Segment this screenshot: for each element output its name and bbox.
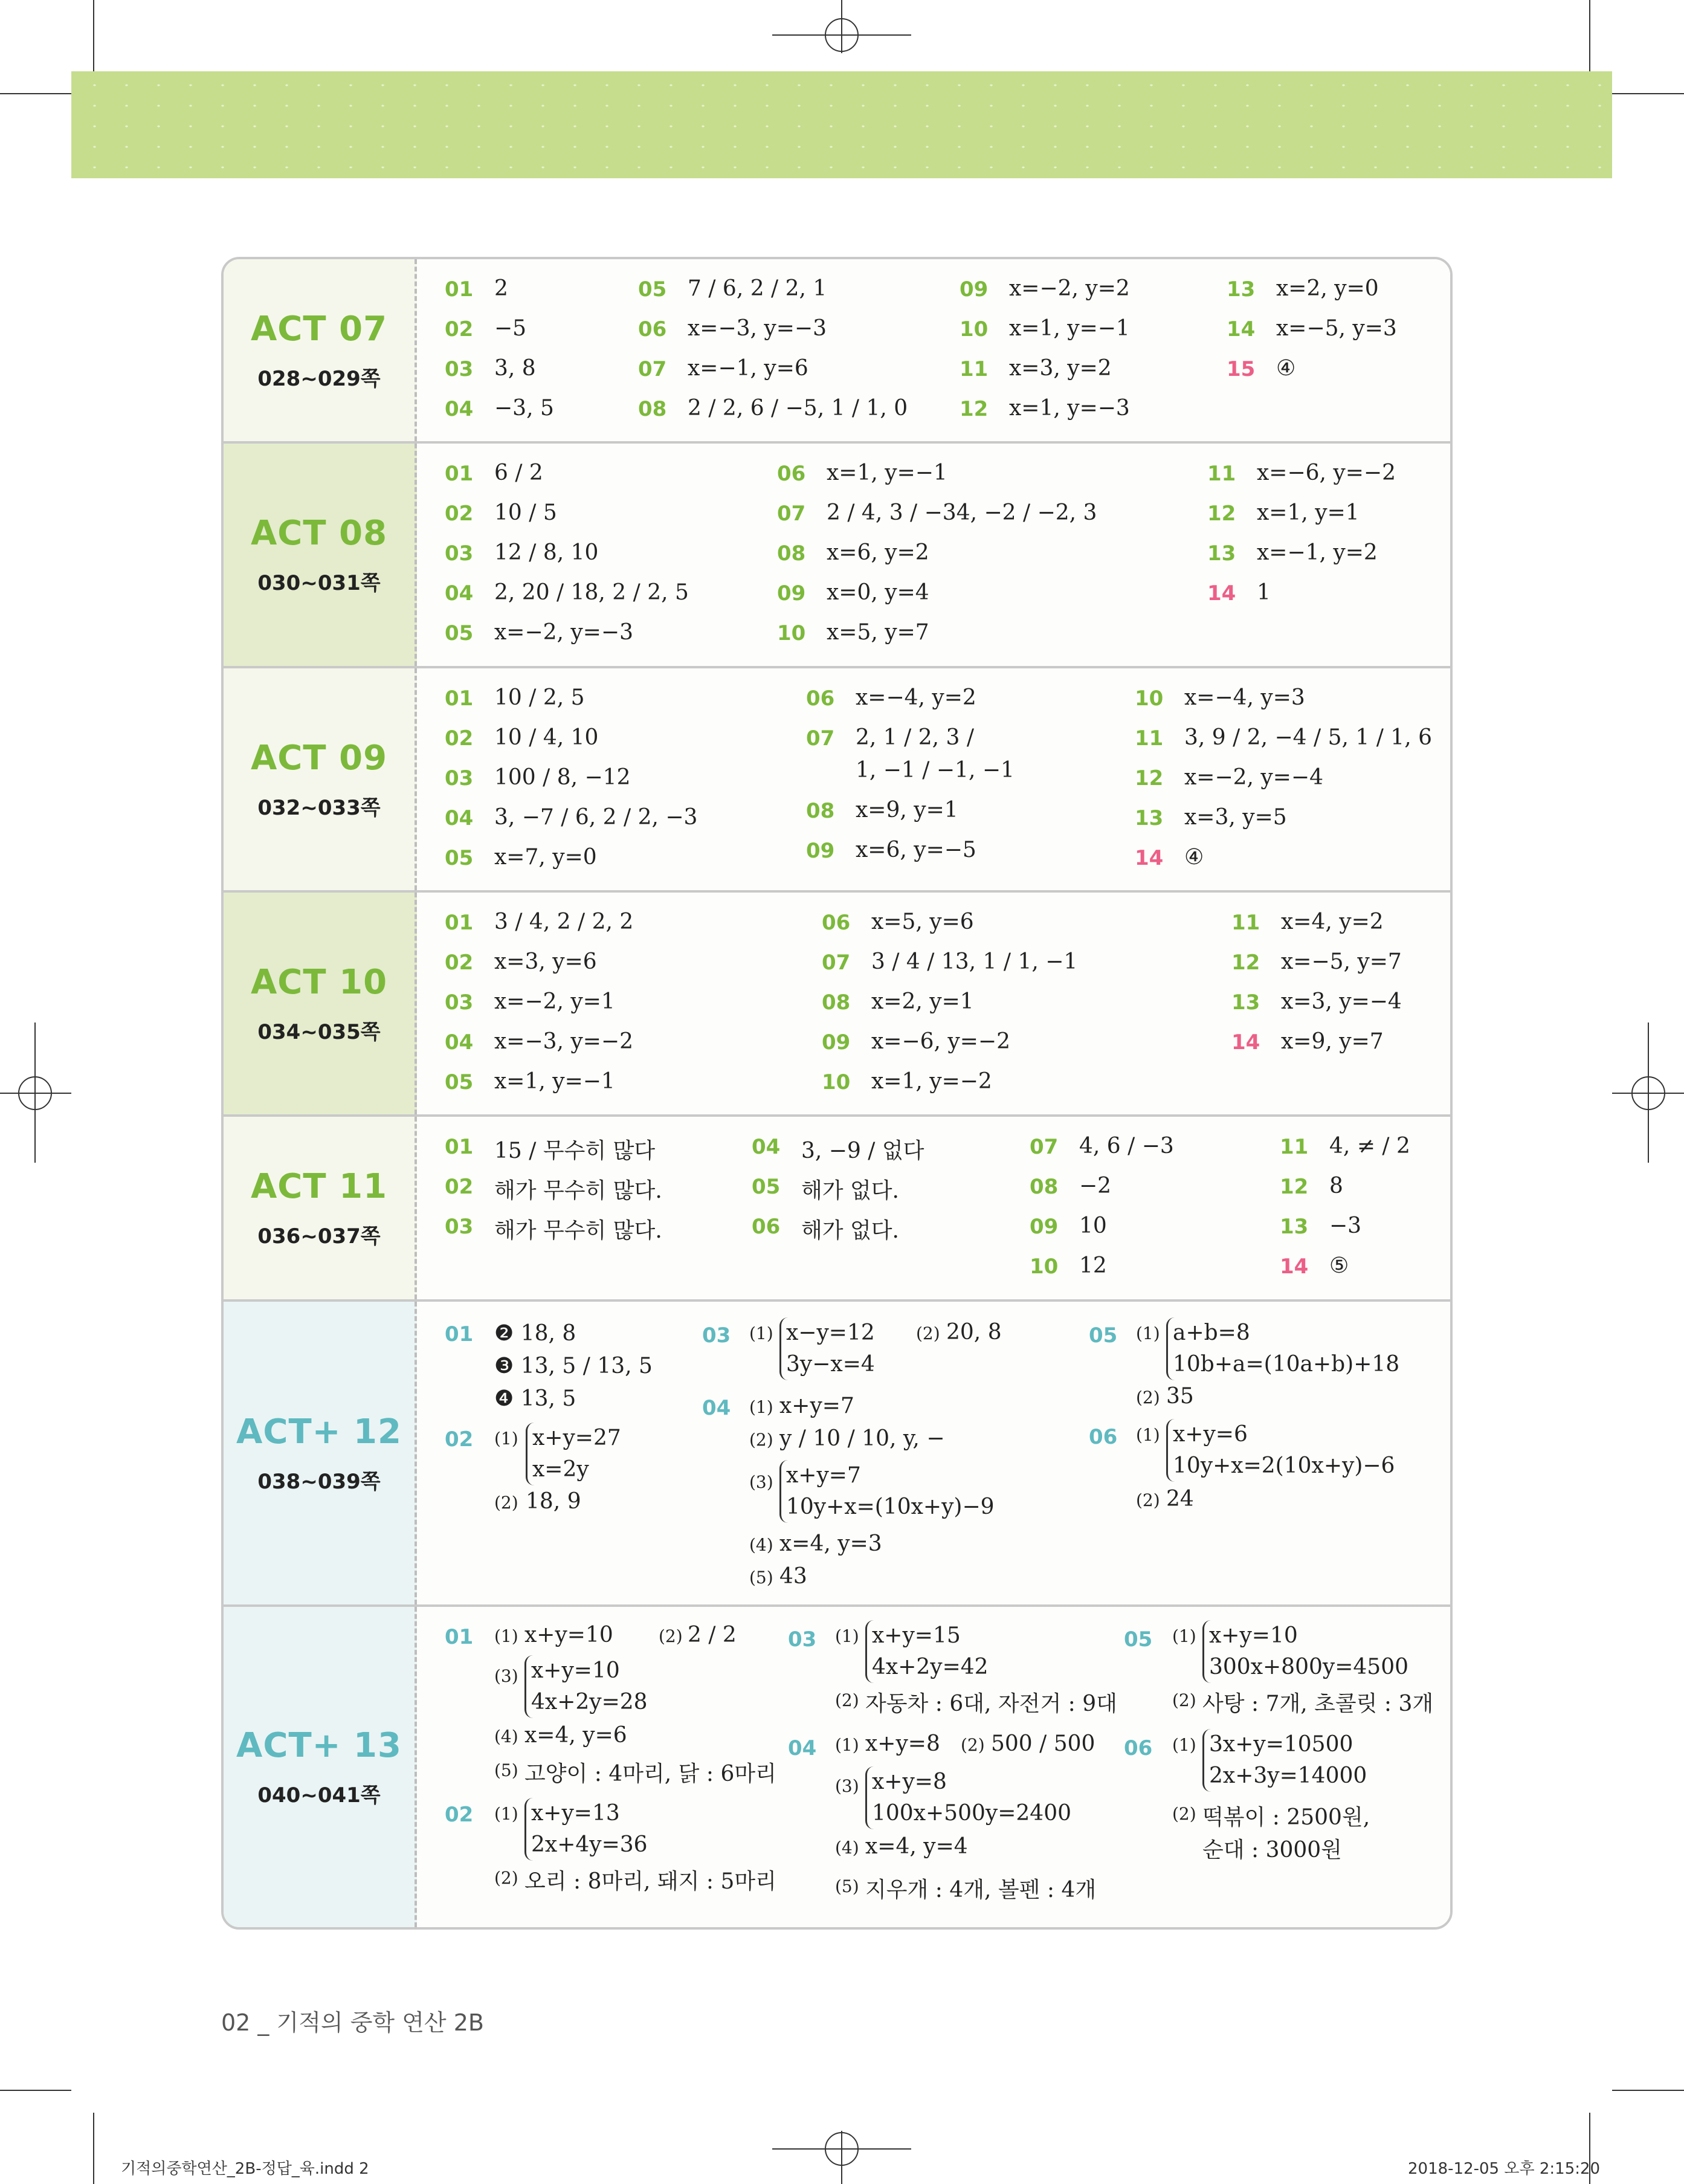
item-number: 07 [1030, 1135, 1059, 1159]
answer: ❸ 13, 5 / 13, 5 [494, 1354, 653, 1378]
answers [417, 444, 1450, 666]
item-number: 03 [788, 1627, 817, 1652]
answer: 2 / 2, 6 / −5, 1 / 1, 0 [688, 396, 908, 421]
crop-mark [1612, 2090, 1684, 2091]
act-title: ACT+ 12 [236, 1412, 402, 1452]
crop-mark [93, 2113, 94, 2184]
answer: x=−1, y=2 [1257, 540, 1378, 565]
answer: x=7, y=0 [494, 845, 597, 870]
answer: 지우개 : 4개, 볼펜 : 4개 [865, 1878, 1097, 1902]
item-number: 08 [806, 799, 835, 823]
act-title: ACT+ 13 [236, 1726, 402, 1765]
answer: x=1, y=−1 [827, 460, 947, 485]
equation-system [1166, 1419, 1395, 1482]
answer: 500 / 500 [991, 1731, 1095, 1756]
act-title: ACT 08 [250, 514, 388, 553]
equation-system [865, 1766, 1071, 1829]
item-number: 07 [806, 726, 835, 751]
section-label [224, 893, 417, 1114]
answer: 해가 무수히 많다. [494, 1218, 662, 1243]
answer: 고양이 : 4마리, 닭 : 6마리 [524, 1762, 776, 1786]
answer: x=9, y=7 [1281, 1029, 1384, 1054]
item-number: 08 [638, 397, 667, 421]
answer: 24 [1166, 1487, 1194, 1511]
item-number: 02 [445, 1803, 474, 1827]
answer: 100 / 8, −12 [494, 765, 631, 790]
page-range: 030~031쪽 [257, 571, 381, 595]
equation: x+y=10 [1209, 1623, 1298, 1648]
answer: 4, 6 / −3 [1079, 1134, 1174, 1158]
equation: 100x+500y=2400 [872, 1801, 1072, 1826]
sub-label: (2) [1172, 1690, 1196, 1710]
sub-label: (2) [961, 1735, 985, 1755]
item-number: 10 [777, 621, 806, 645]
equation: 2x+3y=14000 [1209, 1763, 1367, 1788]
answer: 43 [779, 1564, 807, 1589]
item-number: 05 [638, 277, 667, 302]
item-number: 09 [1030, 1215, 1059, 1239]
answer: 10 / 2, 5 [494, 685, 585, 710]
section-label [224, 668, 417, 890]
equation-system [1202, 1729, 1367, 1792]
answer: x=−2, y=−4 [1184, 765, 1323, 790]
equation-system [526, 1423, 621, 1485]
sub-label: (3) [494, 1666, 518, 1686]
equation-system [524, 1798, 648, 1861]
crop-mark [1612, 93, 1684, 94]
page-footer: 02 _ 기적의 중학 연산 2B [221, 2009, 484, 2036]
item-number: 13 [1231, 990, 1260, 1015]
item-number: 02 [445, 317, 474, 341]
answer: 2 [494, 276, 508, 301]
sub-label: (1) [494, 1804, 518, 1824]
item-number: 06 [1124, 1736, 1153, 1760]
item-number: 14 [1207, 581, 1236, 606]
page-range: 038~039쪽 [257, 1469, 381, 1494]
section-act11 [224, 1117, 1450, 1302]
item-number: 14 [1231, 1030, 1260, 1055]
answer: x=1, y=−3 [1009, 396, 1130, 421]
answer: 해가 없다. [801, 1178, 899, 1203]
equation-system [865, 1620, 989, 1683]
item-number: 12 [1207, 502, 1236, 526]
sub-label: (1) [835, 1735, 859, 1755]
equation: 10y+x=2(10x+y)−6 [1173, 1453, 1395, 1478]
sub-label: (2) [494, 1868, 518, 1888]
section-label [224, 1607, 417, 1927]
equation: x+y=8 [872, 1769, 947, 1794]
item-number: 05 [445, 1070, 474, 1094]
item-number: 08 [777, 541, 806, 566]
answer: 자동차 : 6대, 자전거 : 9대 [865, 1691, 1117, 1716]
item-number: 04 [752, 1135, 781, 1159]
answers [417, 668, 1450, 890]
sub-label: (4) [749, 1535, 773, 1555]
item-number: 01 [445, 1625, 474, 1649]
item-number: 14 [1135, 846, 1164, 870]
page-range: 036~037쪽 [257, 1224, 381, 1249]
answers [417, 1302, 1450, 1604]
answer: 10 / 5 [494, 500, 557, 525]
item-number: 03 [445, 541, 474, 566]
crop-mark [0, 93, 71, 94]
answer: 해가 없다. [801, 1218, 899, 1243]
answer: x=−1, y=6 [688, 356, 808, 381]
answer: x=−6, y=−2 [871, 1029, 1010, 1054]
answer: −3, 5 [494, 396, 554, 421]
item-number: 12 [1280, 1175, 1309, 1199]
answers [417, 1117, 1450, 1299]
answers [417, 1607, 1450, 1927]
item-number: 03 [445, 766, 474, 790]
crop-mark [1589, 0, 1590, 71]
answer: x=6, y=2 [827, 540, 929, 565]
item-number: 02 [445, 502, 474, 526]
item-number: 11 [1135, 726, 1164, 751]
equation: 10b+a=(10a+b)+18 [1173, 1352, 1400, 1377]
print-date: 2018-12-05 오후 2:15:20 [1408, 2160, 1601, 2178]
act-title: ACT 09 [250, 738, 388, 778]
answer: 3, 9 / 2, −4 / 5, 1 / 1, 6 [1184, 725, 1432, 750]
item-number: 02 [445, 951, 474, 975]
sub-label: (4) [494, 1727, 518, 1746]
item-number: 02 [445, 1427, 474, 1452]
answer: x=4, y=4 [865, 1834, 968, 1859]
equation: 4x+2y=28 [531, 1690, 648, 1714]
item-number: 04 [702, 1396, 731, 1420]
equation: 3y−x=4 [786, 1352, 875, 1377]
equation: 300x+800y=4500 [1209, 1655, 1409, 1679]
sub-label: (1) [1172, 1626, 1196, 1646]
sub-label: (2) [494, 1493, 518, 1513]
item-number: 05 [1089, 1323, 1118, 1348]
answer: 3 / 4, 2 / 2, 2 [494, 909, 634, 934]
section-act08 [224, 444, 1450, 668]
sub-label: (2) [835, 1690, 859, 1710]
item-number: 02 [445, 1175, 474, 1199]
sub-label: (2) [1136, 1388, 1160, 1407]
item-number: 03 [445, 990, 474, 1015]
answer: x=3, y=−4 [1281, 989, 1402, 1014]
item-number: 03 [445, 1215, 474, 1239]
equation: x+y=6 [1173, 1422, 1248, 1447]
answer: x+y=10 [524, 1623, 613, 1647]
answer: x=2, y=0 [1276, 276, 1379, 301]
item-number: 12 [1135, 766, 1164, 790]
answer: x=−2, y=1 [494, 989, 615, 1014]
item-number: 09 [960, 277, 989, 302]
answers [417, 259, 1450, 441]
item-number: 13 [1227, 277, 1256, 302]
registration-mark [825, 18, 859, 52]
registration-mark [825, 2132, 859, 2166]
equation-system [524, 1655, 648, 1718]
answer: 12 / 8, 10 [494, 540, 599, 565]
equation: 2x+4y=36 [531, 1832, 648, 1857]
item-number: 12 [960, 397, 989, 421]
item-number: 03 [702, 1323, 731, 1348]
item-number: 01 [445, 687, 474, 711]
item-number: 08 [822, 990, 851, 1015]
equation: x=2y [532, 1457, 589, 1482]
section-label [224, 1302, 417, 1604]
equation: 3x+y=10500 [1209, 1732, 1353, 1757]
equation: a+b=8 [1173, 1320, 1250, 1345]
answer: 10 [1079, 1213, 1107, 1238]
section-act09 [224, 668, 1450, 893]
answer: 10 / 4, 10 [494, 725, 599, 750]
item-number: 06 [638, 317, 667, 341]
sub-label: (1) [494, 1626, 518, 1646]
item-number: 01 [445, 277, 474, 302]
answer: y / 10 / 10, y, − [779, 1426, 945, 1451]
answer: x=4, y=6 [524, 1723, 627, 1748]
section-act12 [224, 1302, 1450, 1607]
item-number: 01 [445, 462, 474, 486]
sub-label: (2) [916, 1323, 940, 1343]
answer: x=2, y=1 [871, 989, 974, 1014]
item-number: 10 [960, 317, 989, 341]
page-range: 034~035쪽 [257, 1019, 381, 1044]
item-number: 04 [788, 1736, 817, 1760]
answer: ④ [1276, 356, 1296, 381]
answer: x=3, y=6 [494, 949, 597, 974]
registration-mark [18, 1076, 52, 1110]
item-number: 10 [822, 1070, 851, 1094]
sub-label: (5) [494, 1760, 518, 1780]
equation: x+y=15 [872, 1623, 961, 1648]
item-number: 03 [445, 357, 474, 381]
item-number: 01 [445, 1322, 474, 1346]
answer: 오리 : 8마리, 돼지 : 5마리 [524, 1869, 776, 1894]
crop-mark [0, 2090, 71, 2091]
sub-label: (1) [1136, 1425, 1160, 1445]
item-number: 09 [822, 1030, 851, 1055]
answer: x=−6, y=−2 [1257, 460, 1396, 485]
answer: x=3, y=2 [1009, 356, 1112, 381]
sub-label: (5) [835, 1876, 859, 1896]
answer: x=1, y=−1 [494, 1069, 615, 1094]
sub-label: (1) [1172, 1735, 1196, 1755]
item-number: 07 [822, 951, 851, 975]
page-range: 040~041쪽 [257, 1783, 381, 1808]
answer: x=−4, y=2 [856, 685, 976, 710]
sub-label: (2) [1136, 1490, 1160, 1510]
equation-system [779, 1317, 875, 1380]
answer: x+y=8 [865, 1731, 940, 1756]
sub-label: (1) [749, 1323, 773, 1343]
item-number: 15 [1227, 357, 1256, 381]
answer: 6 / 2 [494, 460, 543, 485]
answer: x=−2, y=−3 [494, 620, 633, 645]
answer: 35 [1166, 1384, 1194, 1409]
item-number: 13 [1207, 541, 1236, 566]
item-number: 04 [445, 397, 474, 421]
answer: ⑤ [1329, 1253, 1349, 1278]
answer: x=−3, y=−3 [688, 316, 827, 341]
sub-label: (5) [749, 1568, 773, 1588]
item-number: 04 [445, 581, 474, 606]
sub-label: (2) [1172, 1804, 1196, 1824]
answer: ④ [1184, 845, 1204, 870]
item-number: 13 [1280, 1215, 1309, 1239]
answer: 2 / 4, 3 / −34, −2 / −2, 3 [827, 500, 1097, 525]
answer: −5 [494, 316, 527, 341]
answer: −2 [1079, 1174, 1112, 1198]
answer: 20, 8 [946, 1320, 1002, 1345]
answer: x=3, y=5 [1184, 805, 1287, 830]
section-act07 [224, 259, 1450, 444]
item-number: 07 [777, 502, 806, 526]
item-number: 05 [445, 621, 474, 645]
answer: 1, −1 / −1, −1 [856, 758, 1015, 783]
answer: 8 [1329, 1174, 1343, 1198]
section-label [224, 259, 417, 441]
answer: ❷ 18, 8 [494, 1321, 576, 1346]
item-number: 06 [1089, 1425, 1118, 1449]
answer: 12 [1079, 1253, 1107, 1278]
equation-system [1202, 1620, 1408, 1683]
answer: x=9, y=1 [856, 798, 958, 822]
registration-mark [1631, 1076, 1665, 1110]
answer: 2 / 2 [688, 1623, 737, 1647]
section-act10 [224, 893, 1450, 1117]
answer: 7 / 6, 2 / 2, 1 [688, 276, 827, 301]
answer: ❹ 13, 5 [494, 1386, 576, 1411]
section-label [224, 1117, 417, 1299]
answer: x=0, y=4 [827, 580, 929, 605]
item-number: 01 [445, 1135, 474, 1159]
sub-label: (3) [835, 1776, 859, 1796]
answer: x=−4, y=3 [1184, 685, 1305, 710]
item-number: 08 [1030, 1175, 1059, 1199]
sub-label: (4) [835, 1838, 859, 1858]
sub-label: (1) [494, 1429, 518, 1449]
item-number: 10 [1030, 1255, 1059, 1279]
answer: x=5, y=7 [827, 620, 929, 645]
file-slug: 기적의중학연산_2B-정답_육.indd 2 [121, 2160, 369, 2178]
item-number: 06 [752, 1215, 781, 1239]
item-number: 14 [1227, 317, 1256, 341]
answer: x=5, y=6 [871, 909, 974, 934]
equation: x+y=27 [532, 1426, 621, 1450]
item-number: 09 [806, 839, 835, 863]
answer: 18, 9 [526, 1489, 581, 1514]
item-number: 01 [445, 911, 474, 935]
item-number: 06 [822, 911, 851, 935]
equation-system [779, 1460, 995, 1523]
item-number: 11 [960, 357, 989, 381]
sub-label: (1) [1136, 1323, 1160, 1343]
answer: 3, 8 [494, 356, 536, 381]
answer: x=−2, y=2 [1009, 276, 1130, 301]
item-number: 02 [445, 726, 474, 751]
item-number: 06 [806, 687, 835, 711]
answer: 3, −7 / 6, 2 / 2, −3 [494, 805, 698, 830]
equation: 10y+x=(10x+y)−9 [786, 1494, 995, 1519]
equation: x+y=10 [531, 1658, 620, 1683]
answers [417, 893, 1450, 1114]
answer-table [221, 257, 1453, 1930]
answer: 사탕 : 7개, 초콜릿 : 3개 [1202, 1691, 1434, 1716]
crop-mark [93, 0, 94, 71]
answer: x=1, y=1 [1257, 500, 1360, 525]
sub-label: (2) [659, 1626, 683, 1646]
answer: 해가 무수히 많다. [494, 1178, 662, 1203]
item-number: 11 [1280, 1135, 1309, 1159]
page-range: 028~029쪽 [257, 366, 381, 391]
answer: x=−3, y=−2 [494, 1029, 633, 1054]
item-number: 11 [1231, 911, 1260, 935]
answer: 15 / 무수히 많다 [494, 1139, 656, 1163]
answer: 3 / 4 / 13, 1 / 1, −1 [871, 949, 1078, 974]
sub-label: (1) [749, 1397, 773, 1417]
item-number: 05 [445, 846, 474, 870]
answer: 4, ≠ / 2 [1329, 1134, 1410, 1158]
item-number: 14 [1280, 1255, 1309, 1279]
answer: x=1, y=−2 [871, 1069, 992, 1094]
item-number: 12 [1231, 951, 1260, 975]
item-number: 07 [638, 357, 667, 381]
page-range: 032~033쪽 [257, 795, 381, 820]
answer: x=−5, y=7 [1281, 949, 1402, 974]
item-number: 10 [1135, 687, 1164, 711]
item-number: 13 [1135, 806, 1164, 830]
answer: x=4, y=2 [1281, 909, 1384, 934]
header-banner [71, 71, 1612, 178]
answer: x=1, y=−1 [1009, 316, 1130, 341]
sub-label: (1) [835, 1626, 859, 1646]
item-number: 04 [445, 806, 474, 830]
sub-label: (3) [749, 1472, 773, 1492]
equation: x−y=12 [786, 1320, 875, 1345]
item-number: 09 [777, 581, 806, 606]
answer: 떡볶이 : 2500원, [1202, 1805, 1370, 1830]
act-title: ACT 10 [250, 962, 388, 1002]
answer: 2, 20 / 18, 2 / 2, 5 [494, 580, 689, 605]
equation: x+y=7 [786, 1463, 861, 1488]
sub-label: (2) [749, 1430, 773, 1450]
answer: −3 [1329, 1213, 1362, 1238]
section-label [224, 444, 417, 666]
equation: 4x+2y=42 [872, 1655, 989, 1679]
act-title: ACT 11 [250, 1167, 388, 1206]
answer: x=6, y=−5 [856, 838, 976, 862]
item-number: 05 [1124, 1627, 1153, 1652]
answer: x=4, y=3 [779, 1531, 882, 1556]
answer: x+y=7 [779, 1394, 854, 1418]
item-number: 05 [752, 1175, 781, 1199]
answer: 2, 1 / 2, 3 / [856, 725, 974, 750]
item-number: 11 [1207, 462, 1236, 486]
equation-system [1166, 1317, 1399, 1380]
answer: 1 [1257, 580, 1271, 605]
act-title: ACT 07 [250, 309, 388, 349]
item-number: 04 [445, 1030, 474, 1055]
answer: 순대 : 3000원 [1202, 1838, 1342, 1863]
item-number: 06 [777, 462, 806, 486]
section-act13 [224, 1607, 1450, 1927]
answer: 3, −9 / 없다 [801, 1139, 924, 1163]
equation: x+y=13 [531, 1801, 620, 1826]
answer: x=−5, y=3 [1276, 316, 1397, 341]
